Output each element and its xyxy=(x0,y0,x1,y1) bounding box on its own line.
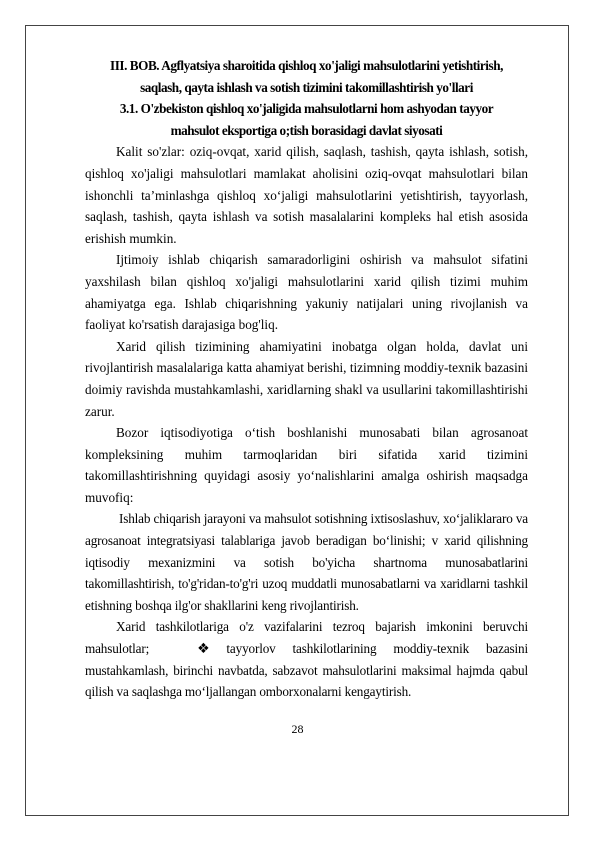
diamond-bullet-icon: ❖ xyxy=(197,641,210,658)
page-number: 28 xyxy=(291,722,304,736)
paragraph-keywords: Kalit so'zlar: oziq-ovqat, xarid qilish, saqlash, tashish, qayta ishlash, sotish, qishloq xo'jaligi mahsulotlari mamlakat aholisini oziq-ovqat mahsulotlari bilan ishonchli ta’minlashga qishloq xo‘jaligi mahsulotlarini yetishtirish, tayyorlash, saqlash, tashish, qayta ishlash va sotish masalalarini kompleks hal etish asosida erishish mumkin. xyxy=(85,144,528,246)
section-title-line-1: 3.1. O'zbekiston qishloq xo'jaligida mahsulotlarni hom ashyodan tayyor xyxy=(119,101,494,117)
paragraph-text-after-bullet: tayyorlov tashkilotlarining moddiy-texnik bazasini mustahkamlash, birinchi navbatda, sabzavot mahsulotlarini maksimal hajmda qabul qilish va saqlashga mo‘ljallangan omborxonalarni kengaytirish. xyxy=(85,641,528,700)
chapter-title-line-1: III. BOB. Agflyatsiya sharoitida qishloq xo'jaligi mahsulotlarini yetishtirish, xyxy=(110,58,503,73)
document-body xyxy=(85,55,528,703)
section-title-line-2: mahsulot eksportiga o;tish borasidagi davlat siyosati xyxy=(170,122,443,138)
paragraph-procurement-importance: Xarid qilish tizimining ahamiyatini inobatga olgan holda, davlat uni rivojlantirish masalalariga katta ahamiyat berishi, tizimning moddiy-texnik bazasini doimiy ravishda mustahkamlashi, xaridlarning shakl va usullarini takomillashtirishi zarur. xyxy=(85,338,528,419)
paragraph-production-division: Ishlab chiqarish jarayoni va mahsulot sotishning ixtisoslashuv, xo‘jaliklararo va agrosanoat integratsiyasi talablariga javob beradigan bo‘linishi; v xarid qilishning iqtisodiy mexanizmini va sotish bo'yicha shartnoma munosabatlarini takomillashtirish, to'g'ridan-to'g'ri uzoq muddatli munosabatlarni va xaridlarni tashkil etishning boshqa ilg'or shakllarini keng rivojlantirish. xyxy=(85,511,528,613)
paragraph-social-production: Ijtimoiy ishlab chiqarish samaradorligini oshirish va mahsulot sifatini yaxshilash bilan qishloq xo'jaligi mahsulotlarini xarid qilish tizimi muhim ahamiyatga ega. Ishlab chiqarishning yakuniy natijalari uning rivojlanish va faoliyat ko'rsatish darajasiga bog'liq. xyxy=(85,252,528,333)
chapter-title-line-2: saqlash, qayta ishlash va sotish tizimini takomillashtirish yo'llari xyxy=(140,79,473,95)
paragraph-text-before-bullet: Xarid tashkilotlariga o'z vazifalarini tezroq bajarish imkonini beruvchi mahsulotlar; xyxy=(85,619,528,657)
paragraph-market-transition: Bozor iqtisodiyotiga o‘tish boshlanishi munosabati bilan agrosanoat kompleksining muhim tarmoqlaridan biri sifatida xarid tizimini takomillashtirishning quyidagi asosiy yo‘nalishlarini amalga oshirish maqsadga muvofiq: xyxy=(85,425,528,505)
paragraph-procurement-organizations xyxy=(85,616,528,702)
